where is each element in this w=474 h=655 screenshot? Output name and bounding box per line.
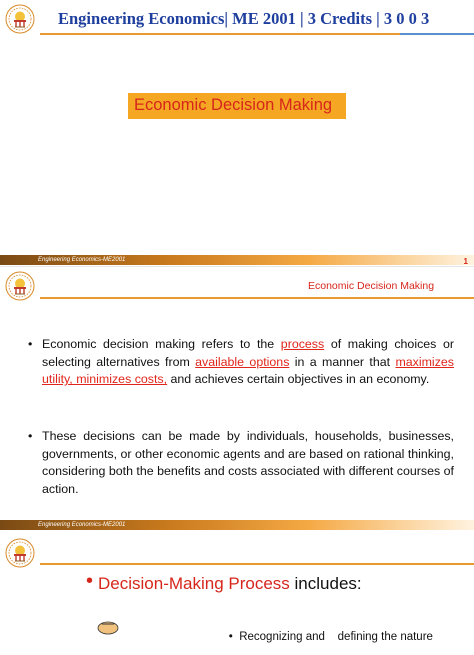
bullet-text: Economic decision making refers to the — [42, 337, 281, 351]
slide-2 — [0, 268, 474, 538]
slide-1 — [0, 0, 474, 274]
cartoon-figure-icon — [96, 620, 126, 632]
highlight-maximizes-utility: maximizes utility, minimizes costs, — [42, 354, 454, 387]
sub-bullet-dot: • — [228, 631, 240, 643]
institute-logo — [5, 538, 35, 568]
page-number: 1 — [463, 257, 468, 266]
slide-divider — [0, 266, 474, 267]
sub-bullet — [216, 619, 433, 655]
highlight-available-options: available options — [195, 354, 290, 369]
institute-logo — [5, 271, 35, 301]
bullet-text: and achieves certain objectives in an economy. — [167, 372, 430, 387]
bullet-definition — [28, 336, 454, 389]
header-rule-gold — [40, 33, 400, 35]
process-heading — [86, 570, 362, 594]
slide-3 — [0, 536, 474, 643]
footer-text: Engineering Economics-ME2001 — [38, 257, 126, 263]
highlight-process: process — [280, 337, 325, 351]
bullet-text: in a manner that — [289, 354, 396, 369]
footer-text: Engineering Economics-ME2001 — [38, 522, 126, 528]
bullet-decision-makers — [28, 428, 454, 498]
bullet-text: These decisions can be made by individuals, households, businesses, governments, or other economic agents and are based on rational thinking, considering both the benefits and costs associated with different courses of action. — [42, 429, 454, 496]
heading-rest-text: includes: — [289, 574, 362, 593]
bullet-dot: • — [28, 337, 33, 351]
heading-bullet: • — [86, 570, 94, 592]
heading-red-text: Decision-Making Process — [98, 574, 290, 593]
header-rule-gold — [40, 297, 474, 299]
sub-bullet-text: Recognizing and defining the nature — [239, 631, 433, 643]
bullet-dot: • — [28, 429, 33, 443]
slide-heading: Economic Decision Making — [308, 280, 435, 292]
header-rule-blue — [400, 33, 474, 35]
institute-logo — [5, 4, 35, 34]
slide-title: Economic Decision Making — [134, 96, 333, 114]
bullet-text: of making choices or selecting alternatives from — [42, 337, 454, 369]
header-rule-gold — [40, 563, 474, 565]
slide-header-title: Engineering Economics| ME 2001 | 3 Credits | 3 0 0 3 — [58, 9, 430, 28]
